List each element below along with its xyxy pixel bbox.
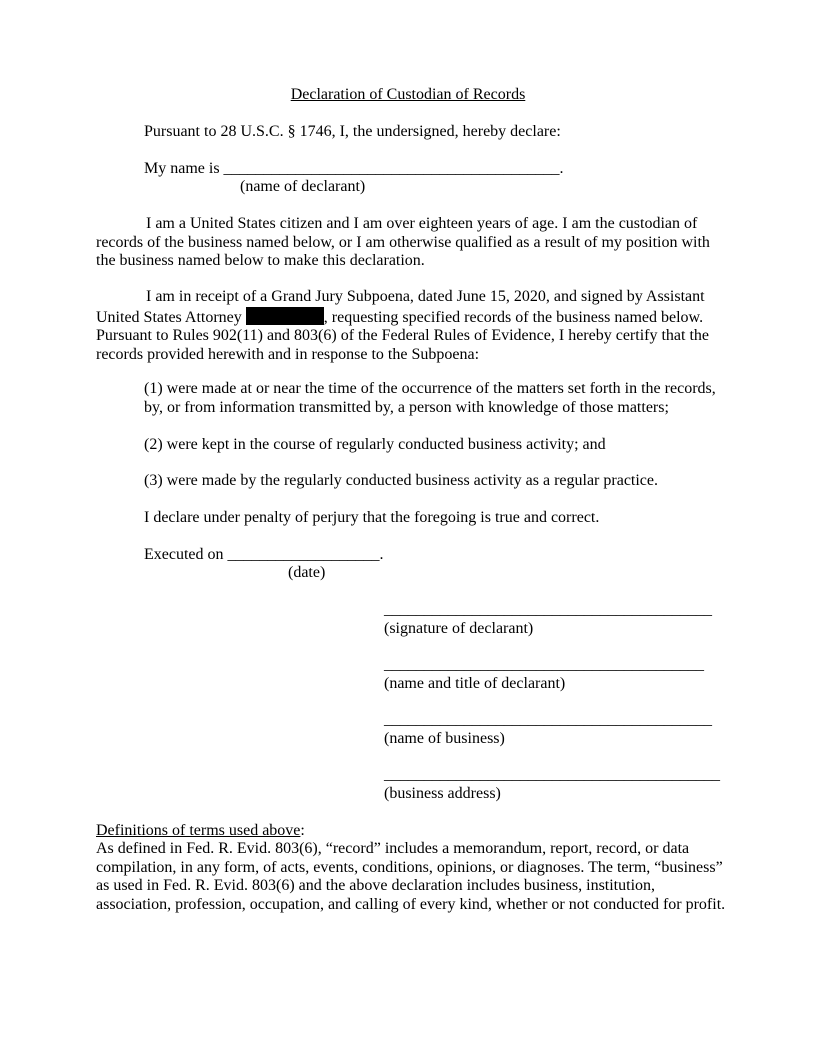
certification-item-3: (3) were made by the regularly conducted business activity as a regular practice. [144,472,659,489]
definitions-text: As defined in Fed. R. Evid. 803(6), “record” includes a memorandum, report, record, or data compilation, in any form, of acts, events, conditions, opinions, or diagnoses. The term, “business” as used in Fed. R. Evid. 803(6) and the above declaration includes business, institution, association, profession, occupation, and calling of every kind, whether or not conducted for profit. [96,840,726,913]
date-blank[interactable]: ___________________ [227,546,380,563]
executed-prefix: Executed on [144,546,224,563]
business-name-line[interactable]: _________________________________________ [384,711,712,728]
declarant-name-line [144,160,564,179]
name-blank[interactable]: __________________________________________ [223,160,560,177]
business-address-caption: (business address) [384,785,501,802]
business-address-line[interactable]: __________________________________________ [384,766,720,783]
redaction-box [246,307,324,325]
name-suffix: . [559,160,564,177]
subpoena-paragraph [96,288,726,364]
definitions-heading-colon: : [300,822,305,839]
definitions-heading [96,822,305,841]
intro-statement: Pursuant to 28 U.S.C. § 1746, I, the undersigned, hereby declare: [144,123,561,140]
definitions-heading-text: Definitions of terms used above [96,822,301,839]
name-caption: (name of declarant) [240,178,366,195]
signature-line[interactable]: _________________________________________ [384,601,712,618]
date-caption: (date) [288,564,326,581]
executed-line [144,546,384,565]
citizenship-paragraph: I am a United States citizen and I am over eighteen years of age. I am the custodian of records of the business named below, or I am otherwise qualified as a result of my position with the business named below to make this declaration. [96,215,710,269]
name-prefix: My name is [144,160,220,177]
certification-item-2: (2) were kept in the course of regularly conducted business activity; and [144,436,606,453]
business-name-caption: (name of business) [384,730,505,747]
certification-item-1: (1) were made at or near the time of the occurrence of the matters set forth in the records, by, or from information transmitted by, a person with knowledge of those matters; [144,380,716,416]
perjury-statement: I declare under penalty of perjury that the foregoing is true and correct. [144,509,600,526]
signature-caption: (signature of declarant) [384,620,534,637]
name-title-line[interactable]: ________________________________________ [384,656,704,673]
subpoena-text-before: I am in receipt of a Grand Jury Subpoena, dated June 15, 2020, and signed by Assistant United States Attorney [96,288,705,326]
executed-suffix: . [379,546,384,563]
subpoena-text-after: , requesting specified records of the business named below. Pursuant to Rules 902(11) and 803(6) of the Federal Rules of Evidence, I hereby certify that the records provided herewith and in response to the Subpoena: [96,308,710,363]
name-title-caption: (name and title of declarant) [384,675,566,692]
document-title: Declaration of Custodian of Records [290,86,526,103]
